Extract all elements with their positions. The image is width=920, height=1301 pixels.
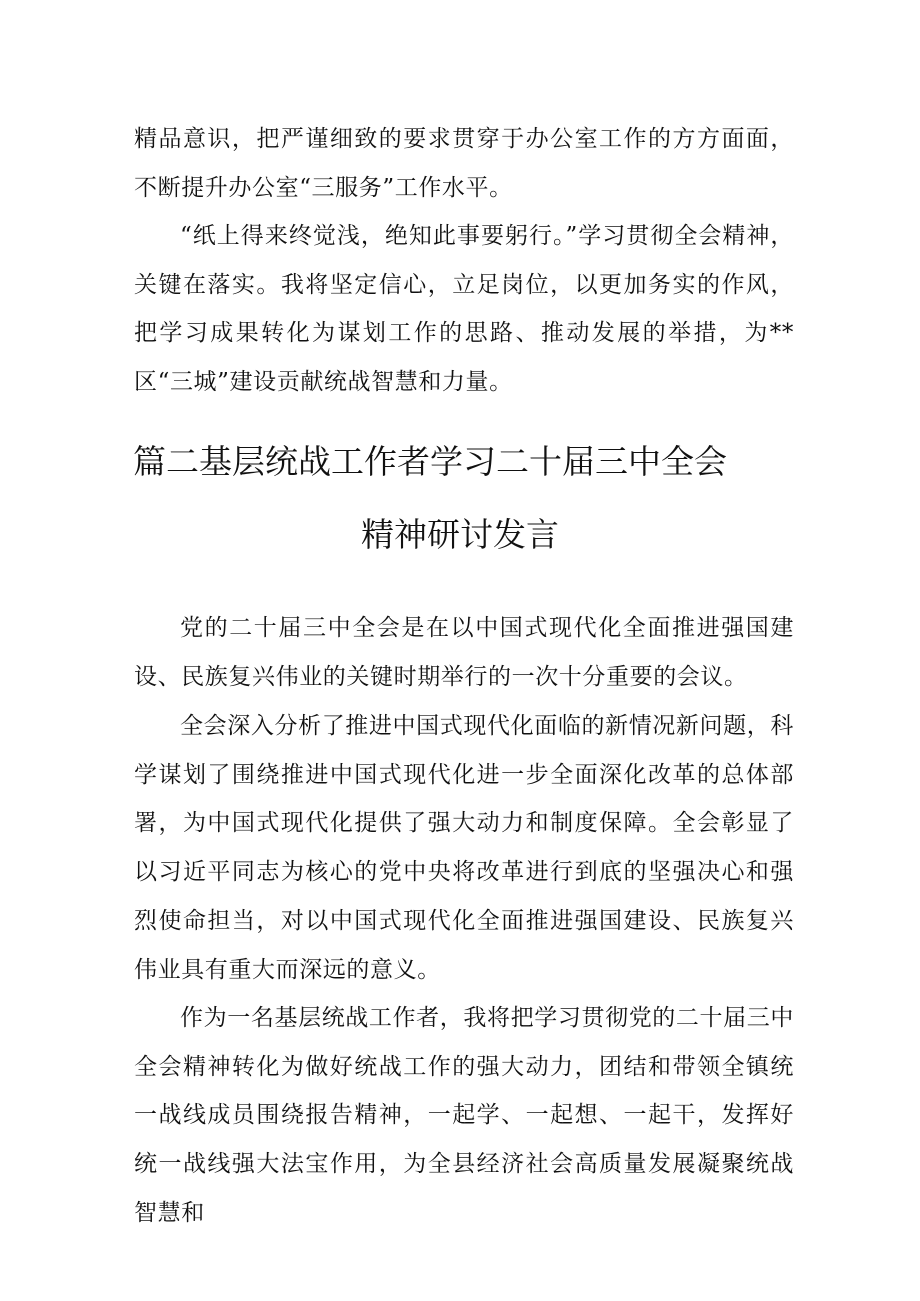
intro-paragraph-continued: 精品意识，把严谨细致的要求贯穿于办公室工作的方方面面，不断提升办公室“三服务”工作水平。 — [134, 126, 794, 201]
body-paragraph-1: 党的二十届三中全会是在以中国式现代化全面推进强国建设、民族复兴伟业的关键时期举行的一次十分重要的会议。 — [134, 615, 794, 690]
section-title-line-1: 篇二基层统战工作者学习二十届三中全会 — [133, 442, 727, 481]
body-paragraph-2: 全会深入分析了推进中国式现代化面临的新情况新问题，科学谋划了围绕推进中国式现代化进一步全面深化改革的总体部署，为中国式现代化提供了强大动力和制度保障。全会彰显了以习近平同志为核心的党中央将改革进行到底的坚强决心和强烈使命担当，对以中国式现代化全面推进强国建设、民族复兴伟业具有重大而深远的意义。 — [134, 713, 794, 983]
intro-paragraph-quote: “纸上得来终觉浅，绝知此事要躬行。”学习贯彻全会精神，关键在落实。我将坚定信心，立足岗位，以更加务实的作风，把学习成果转化为谋划工作的思路、推动发展的举措，为**区“三城”建设贡献统战智慧和力量。 — [134, 223, 794, 396]
body-paragraph-3: 作为一名基层统战工作者，我将把学习贯彻党的二十届三中全会精神转化为做好统战工作的强大动力，团结和带领全镇统一战线成员围绕报告精神，一起学、一起想、一起干，发挥好统一战线强大法宝作用，为全县经济社会高质量发展凝聚统战智慧和 — [134, 1005, 794, 1226]
section-title-line-2: 精神研讨发言 — [361, 515, 559, 554]
